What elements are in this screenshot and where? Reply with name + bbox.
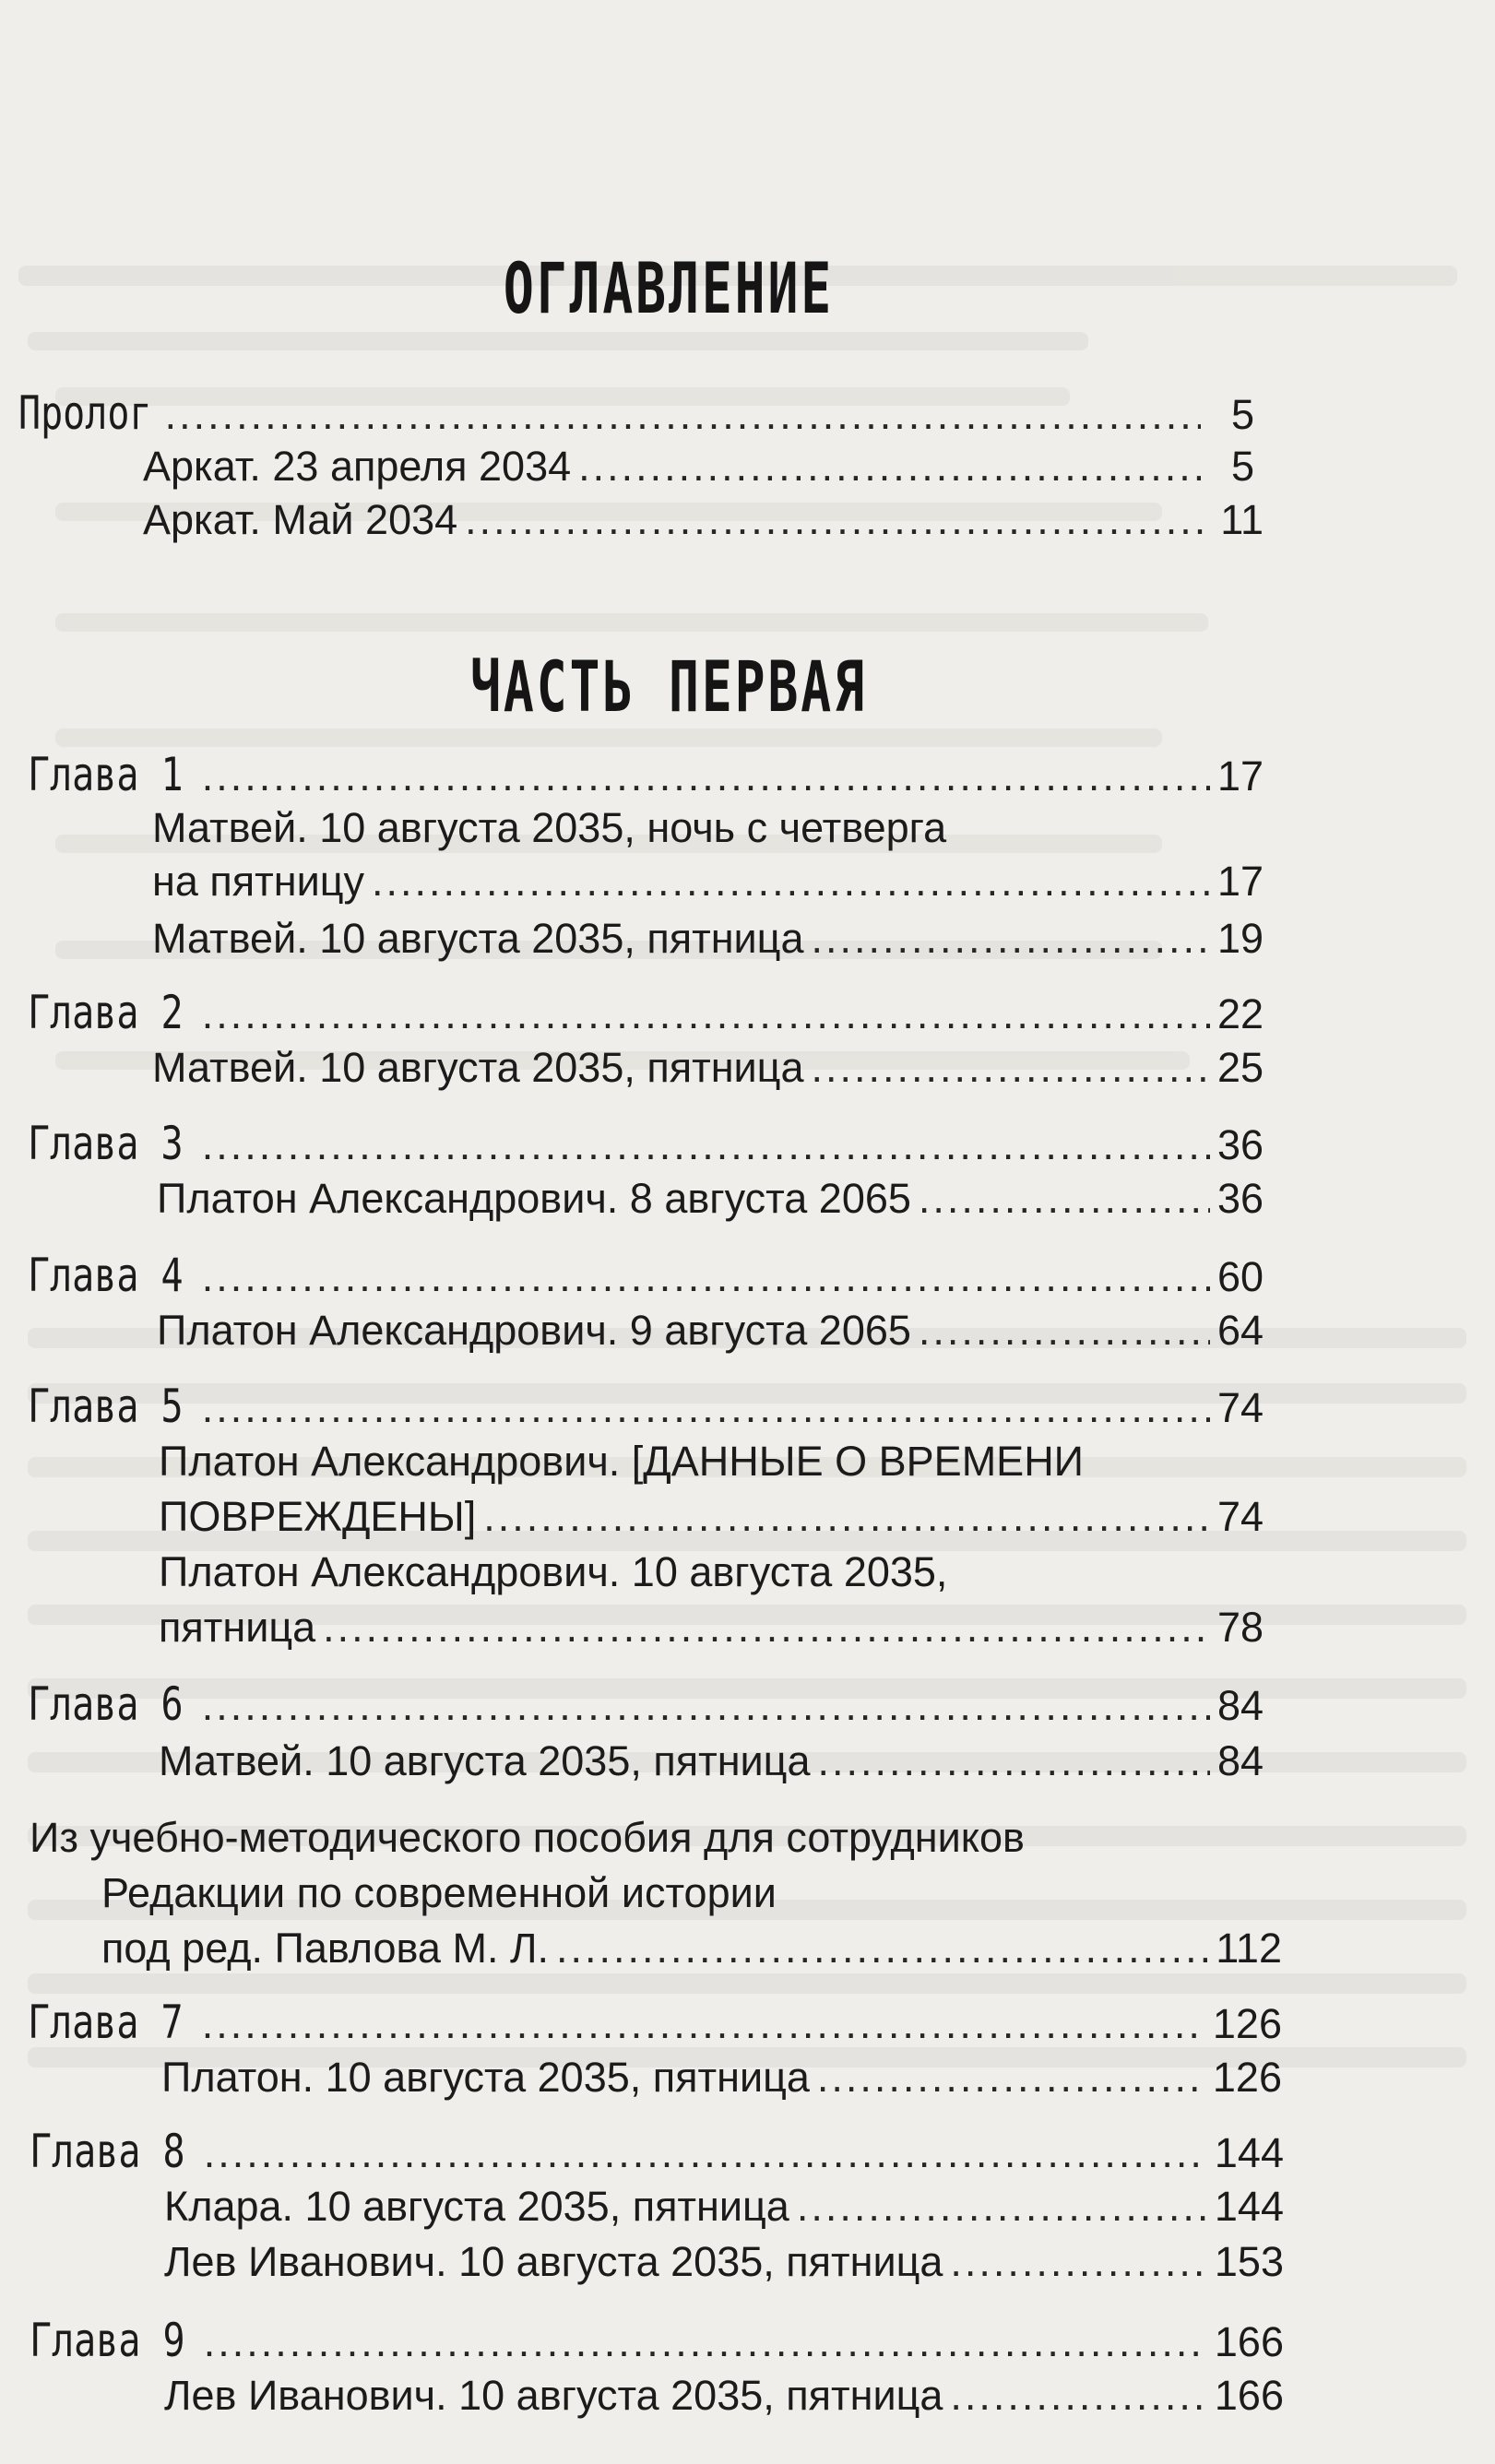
part-title: ЧАСТЬ ПЕРВАЯ xyxy=(470,646,867,728)
toc-entry-label: Платон. 10 августа 2035, пятница xyxy=(161,2054,810,2101)
dot-leader xyxy=(578,441,1201,492)
toc-entry-text-line: Матвей. 10 августа 2035, ночь с четверга xyxy=(152,804,947,851)
toc-entry-label: Глава 1 xyxy=(28,748,184,801)
toc-page-number: 112 xyxy=(1216,1925,1282,1972)
dot-leader xyxy=(372,856,1210,907)
toc-page-number: 166 xyxy=(1214,2318,1284,2365)
toc-entry-prolog-1[interactable] xyxy=(143,441,1254,492)
toc-page-number: 126 xyxy=(1212,2000,1282,2047)
toc-page-number: 36 xyxy=(1216,1175,1264,1222)
toc-entry-chapter-2-1[interactable] xyxy=(152,1042,1264,1094)
dot-leader xyxy=(817,2052,1205,2103)
toc-page-number: 17 xyxy=(1216,752,1264,800)
toc-entry-label: Глава 8 xyxy=(30,2125,185,2178)
dot-leader xyxy=(950,2370,1207,2422)
toc-entry-chapter-8-2[interactable] xyxy=(164,2236,1284,2288)
dot-leader xyxy=(204,2316,1207,2368)
toc-page-number: 5 xyxy=(1230,391,1254,438)
toc-entry-label: под ред. Павлова М. Л. xyxy=(101,1925,549,1972)
dot-leader xyxy=(202,989,1210,1040)
dot-leader xyxy=(202,1382,1210,1434)
toc-entry-chapter-5-1[interactable] xyxy=(159,1491,1264,1543)
dot-leader xyxy=(950,2236,1207,2288)
toc-entry-label: ПОВРЕЖДЕНЫ] xyxy=(159,1493,477,1540)
dot-leader xyxy=(202,1680,1210,1732)
toc-entry-label: Глава 9 xyxy=(30,2314,185,2367)
toc-page-number: 84 xyxy=(1216,1682,1264,1729)
dot-leader xyxy=(812,913,1210,965)
toc-entry-label: Аркат. 23 апреля 2034 xyxy=(143,443,572,490)
toc-entry-label: Лев Иванович. 10 августа 2035, пятница xyxy=(164,2372,943,2419)
toc-entry-prolog[interactable] xyxy=(18,387,1254,441)
toc-entry-label: Платон Александрович. 8 августа 2065 xyxy=(157,1175,911,1222)
toc-entry-label: Глава 6 xyxy=(28,1677,184,1731)
toc-entry-label: Матвей. 10 августа 2035, пятница xyxy=(159,1737,811,1784)
dot-leader xyxy=(202,1998,1205,2050)
toc-entry-label: Пролог xyxy=(18,386,152,440)
toc-entry-label: Глава 4 xyxy=(28,1249,184,1302)
toc-entry-chapter-5[interactable] xyxy=(28,1380,1264,1434)
toc-entry-chapter-5-2[interactable] xyxy=(159,1602,1264,1653)
dot-leader xyxy=(556,1923,1208,1974)
toc-entry-label: Клара. 10 августа 2035, пятница xyxy=(164,2183,789,2230)
toc-page-number: 74 xyxy=(1216,1384,1264,1431)
dot-leader xyxy=(919,1173,1210,1225)
toc-page-number: 144 xyxy=(1214,2129,1284,2176)
toc-page-number: 11 xyxy=(1220,496,1264,543)
toc-entry-text-line: Из учебно-методического пособия для сотрудников xyxy=(30,1814,1025,1861)
toc-entry-chapter-8-1[interactable] xyxy=(164,2181,1284,2233)
dot-leader xyxy=(165,389,1201,441)
dot-leader xyxy=(483,1491,1210,1543)
toc-entry-text-line: Редакции по современной истории xyxy=(101,1869,777,1916)
toc-entry-chapter-8[interactable] xyxy=(30,2126,1284,2179)
toc-page-number: 166 xyxy=(1214,2372,1284,2419)
toc-page-number: 36 xyxy=(1216,1121,1264,1168)
toc-entry-chapter-2[interactable] xyxy=(28,987,1264,1040)
toc-entry-text-line: Платон Александрович. 10 августа 2035, xyxy=(159,1548,948,1595)
toc-entry-label: Глава 5 xyxy=(28,1380,184,1433)
toc-entry-label: Аркат. Май 2034 xyxy=(143,496,458,543)
toc-entry-chapter-3-1[interactable] xyxy=(157,1173,1264,1225)
toc-entry-label: Матвей. 10 августа 2035, пятница xyxy=(152,915,804,962)
toc-entry-chapter-4-1[interactable] xyxy=(157,1305,1264,1356)
toc-entry-chapter-9-1[interactable] xyxy=(164,2370,1284,2422)
toc-page-number: 5 xyxy=(1230,443,1254,490)
toc-entry-manual[interactable] xyxy=(101,1923,1282,1974)
toc-entry-label: Матвей. 10 августа 2035, пятница xyxy=(152,1044,804,1091)
toc-page-number: 144 xyxy=(1214,2183,1284,2230)
toc-page-number: 17 xyxy=(1216,858,1264,905)
toc-entry-text-line: Платон Александрович. [ДАННЫЕ О ВРЕМЕНИ xyxy=(159,1438,1085,1485)
toc-entry-chapter-7-1[interactable] xyxy=(161,2052,1282,2103)
toc-entry-label: пятница xyxy=(159,1604,316,1651)
toc-page-number: 64 xyxy=(1216,1307,1264,1354)
toc-entry-label: на пятницу xyxy=(152,858,364,905)
dot-leader xyxy=(919,1305,1210,1356)
toc-entry-chapter-6-1[interactable] xyxy=(159,1735,1264,1787)
toc-page-number: 78 xyxy=(1216,1604,1264,1651)
toc-entry-chapter-3[interactable] xyxy=(28,1118,1264,1171)
toc-page-number: 60 xyxy=(1216,1253,1264,1300)
dot-leader xyxy=(202,1251,1210,1303)
toc-entry-chapter-7[interactable] xyxy=(28,1996,1282,2050)
toc-entry-chapter-9[interactable] xyxy=(30,2315,1284,2368)
toc-entry-chapter-1[interactable] xyxy=(28,749,1264,802)
dot-leader xyxy=(818,1735,1210,1787)
toc-entry-label: Глава 7 xyxy=(28,1996,184,2049)
dot-leader xyxy=(323,1602,1210,1653)
toc-entry-chapter-1-2[interactable] xyxy=(152,913,1264,965)
toc-page-number: 84 xyxy=(1216,1737,1264,1784)
toc-page-number: 153 xyxy=(1214,2238,1284,2285)
toc-entry-chapter-6[interactable] xyxy=(28,1678,1264,1732)
toc-entry-label: Платон Александрович. 9 августа 2065 xyxy=(157,1307,911,1354)
toc-entry-chapter-4[interactable] xyxy=(28,1250,1264,1303)
toc-entry-label: Глава 2 xyxy=(28,986,184,1039)
dot-leader xyxy=(812,1042,1210,1094)
dot-leader xyxy=(202,1119,1210,1171)
toc-page-number: 19 xyxy=(1216,915,1264,962)
toc-entry-chapter-1-1[interactable] xyxy=(152,856,1264,907)
dot-leader xyxy=(202,751,1210,802)
toc-page-number: 74 xyxy=(1216,1493,1264,1540)
dot-leader xyxy=(204,2127,1207,2179)
toc-page-number: 25 xyxy=(1216,1044,1264,1091)
dot-leader xyxy=(797,2181,1207,2233)
toc-page-number: 22 xyxy=(1216,990,1264,1037)
toc-page-number: 126 xyxy=(1212,2054,1282,2101)
dot-leader xyxy=(465,494,1210,546)
toc-title: ОГЛАВЛЕНИЕ xyxy=(503,247,835,329)
toc-entry-label: Лев Иванович. 10 августа 2035, пятница xyxy=(164,2238,943,2285)
toc-entry-label: Глава 3 xyxy=(28,1117,184,1170)
toc-entry-prolog-2[interactable] xyxy=(143,494,1264,546)
